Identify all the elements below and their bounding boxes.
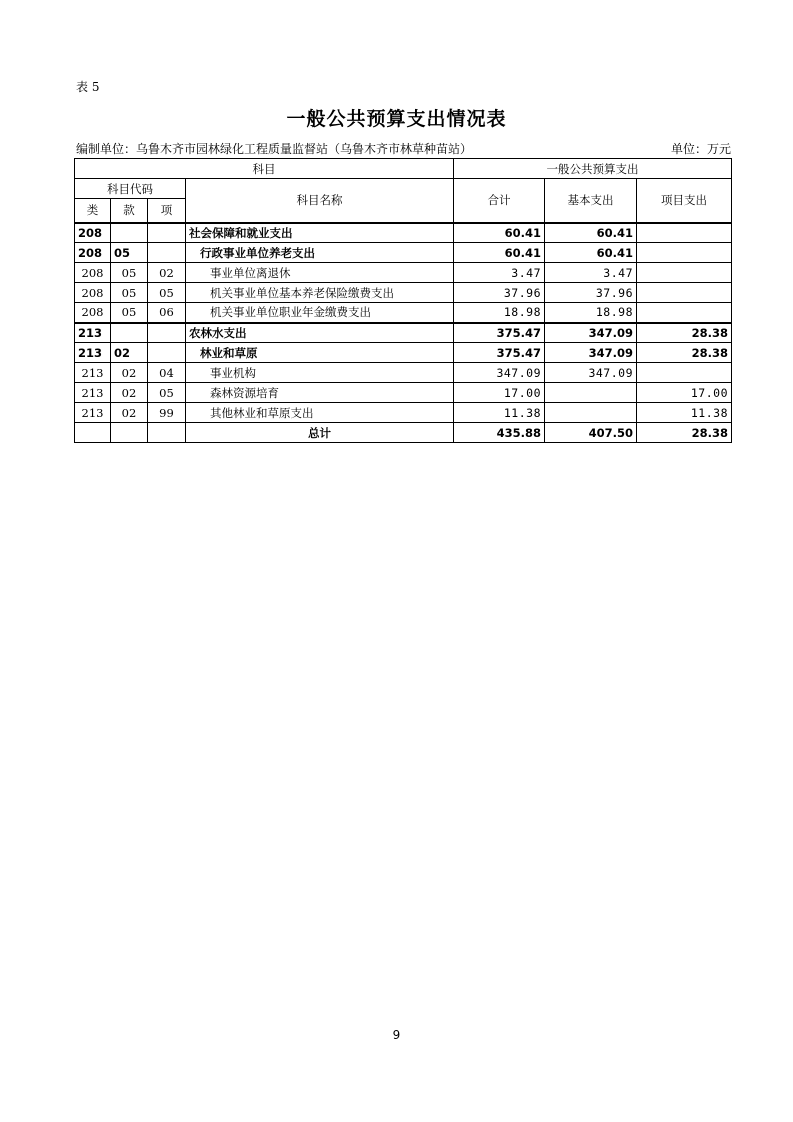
total-row (75, 423, 732, 443)
cell-name: 林业和草原 (186, 343, 454, 363)
cell-xiang: 99 (148, 403, 186, 423)
cell-basic: 347.09 (545, 323, 637, 343)
cell-lei: 208 (75, 223, 111, 243)
cell-xiang (148, 223, 186, 243)
grand-basic: 407.50 (545, 423, 637, 443)
total-label: 总计 (186, 423, 454, 443)
cell-project: 17.00 (637, 383, 732, 403)
cell-name: 事业机构 (186, 363, 454, 383)
cell-basic: 60.41 (545, 223, 637, 243)
cell-name: 事业单位离退休 (186, 263, 454, 283)
cell-total: 60.41 (454, 243, 545, 263)
cell-total: 17.00 (454, 383, 545, 403)
table-row (75, 403, 732, 423)
cell-basic: 37.96 (545, 283, 637, 303)
header-subject-code: 科目代码 (75, 179, 186, 199)
cell-lei: 208 (75, 283, 111, 303)
grand-total: 435.88 (454, 423, 545, 443)
cell-total: 375.47 (454, 323, 545, 343)
cell-xiang (148, 243, 186, 263)
cell-xiang: 06 (148, 303, 186, 323)
cell-project (637, 223, 732, 243)
cell-basic (545, 383, 637, 403)
header-kuan: 款 (111, 199, 148, 223)
cell-kuan: 05 (111, 303, 148, 323)
cell-kuan: 05 (111, 283, 148, 303)
cell-project: 28.38 (637, 343, 732, 363)
table-row (75, 343, 732, 363)
cell-total: 347.09 (454, 363, 545, 383)
meta-line (76, 140, 731, 157)
cell-project (637, 263, 732, 283)
cell-lei: 208 (75, 263, 111, 283)
cell-lei (75, 423, 111, 443)
cell-xiang (148, 423, 186, 443)
cell-lei: 213 (75, 403, 111, 423)
header-lei: 类 (75, 199, 111, 223)
cell-project: 28.38 (637, 323, 732, 343)
header-basic: 基本支出 (545, 179, 637, 223)
cell-basic (545, 403, 637, 423)
cell-total: 18.98 (454, 303, 545, 323)
unit-label: 单位：万元 (670, 142, 731, 156)
table-row (75, 223, 732, 243)
cell-name: 其他林业和草原支出 (186, 403, 454, 423)
cell-project (637, 363, 732, 383)
cell-kuan: 05 (111, 263, 148, 283)
cell-name: 社会保障和就业支出 (186, 223, 454, 243)
header-general-budget: 一般公共预算支出 (454, 159, 732, 179)
cell-lei: 213 (75, 323, 111, 343)
budget-table (74, 158, 732, 443)
header-project: 项目支出 (637, 179, 732, 223)
header-subject: 科目 (75, 159, 454, 179)
cell-lei: 208 (75, 243, 111, 263)
header-subject-name: 科目名称 (186, 179, 454, 223)
grand-project: 28.38 (637, 423, 732, 443)
page-number: 9 (392, 1028, 401, 1042)
cell-xiang: 04 (148, 363, 186, 383)
cell-basic: 3.47 (545, 263, 637, 283)
cell-lei: 213 (75, 363, 111, 383)
table-number: 表 5 (76, 80, 100, 94)
cell-lei: 213 (75, 343, 111, 363)
cell-xiang (148, 343, 186, 363)
cell-lei: 213 (75, 383, 111, 403)
cell-xiang: 05 (148, 283, 186, 303)
table-row (75, 363, 732, 383)
cell-basic: 347.09 (545, 363, 637, 383)
table-row (75, 263, 732, 283)
cell-total: 60.41 (454, 223, 545, 243)
cell-xiang: 02 (148, 263, 186, 283)
header-xiang: 项 (148, 199, 186, 223)
cell-kuan: 05 (111, 243, 148, 263)
cell-project (637, 303, 732, 323)
header-total: 合计 (454, 179, 545, 223)
cell-kuan: 02 (111, 403, 148, 423)
cell-kuan (111, 223, 148, 243)
cell-kuan: 02 (111, 343, 148, 363)
compiling-unit: 编制单位：乌鲁木齐市园林绿化工程质量监督站（乌鲁木齐市林草种苗站） (76, 142, 473, 156)
cell-total: 37.96 (454, 283, 545, 303)
cell-total: 375.47 (454, 343, 545, 363)
cell-project (637, 243, 732, 263)
cell-project (637, 283, 732, 303)
cell-basic: 18.98 (545, 303, 637, 323)
table-row (75, 323, 732, 343)
cell-kuan: 02 (111, 383, 148, 403)
cell-kuan (111, 423, 148, 443)
cell-kuan (111, 323, 148, 343)
page-title: 一般公共预算支出情况表 (286, 108, 507, 130)
table-row (75, 303, 732, 323)
cell-project: 11.38 (637, 403, 732, 423)
cell-lei: 208 (75, 303, 111, 323)
cell-total: 3.47 (454, 263, 545, 283)
cell-total: 11.38 (454, 403, 545, 423)
cell-xiang: 05 (148, 383, 186, 403)
cell-name: 行政事业单位养老支出 (186, 243, 454, 263)
cell-kuan: 02 (111, 363, 148, 383)
cell-basic: 347.09 (545, 343, 637, 363)
cell-name: 农林水支出 (186, 323, 454, 343)
table-row (75, 383, 732, 403)
cell-xiang (148, 323, 186, 343)
table-row (75, 243, 732, 263)
cell-name: 机关事业单位职业年金缴费支出 (186, 303, 454, 323)
cell-name: 机关事业单位基本养老保险缴费支出 (186, 283, 454, 303)
cell-basic: 60.41 (545, 243, 637, 263)
table-row (75, 283, 732, 303)
cell-name: 森林资源培育 (186, 383, 454, 403)
